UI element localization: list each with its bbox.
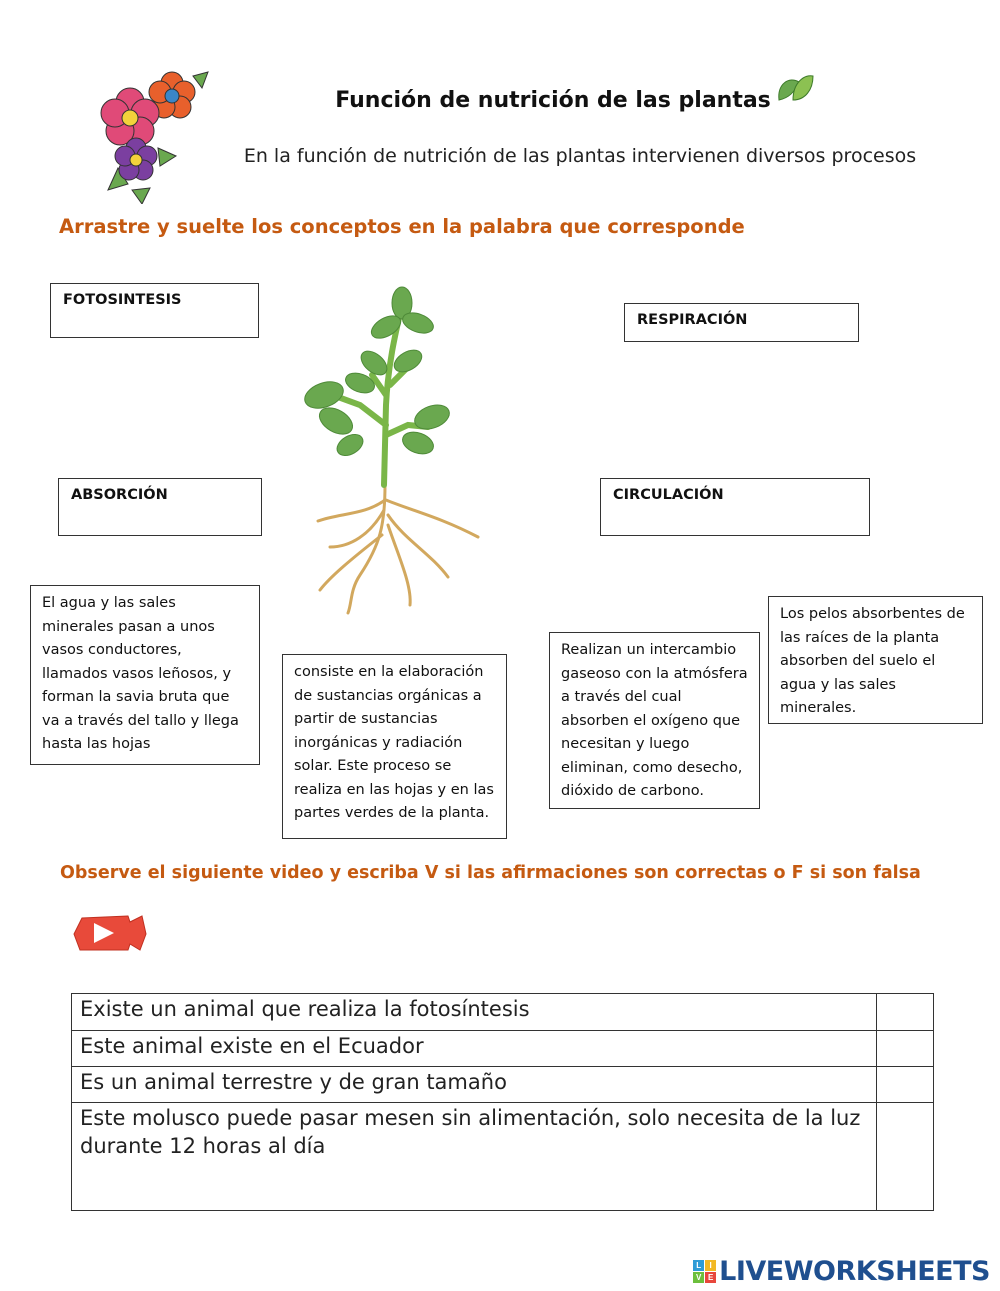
plant-image [290, 285, 490, 615]
concept-absorption-text[interactable]: Los pelos absorbentes de las raíces de la planta absorben del suelo el agua y las sales minerales. [768, 596, 983, 724]
answer-input[interactable] [877, 1031, 934, 1067]
table-row [72, 994, 934, 1031]
statement-cell: Existe un animal que realiza la fotosíntesis [72, 994, 877, 1031]
true-false-table [71, 993, 934, 1211]
leaf-icon [775, 70, 815, 110]
concept-circulation-text[interactable]: El agua y las sales minerales pasan a unos vasos conductores, llamados vasos leñosos, y forman la savia bruta que va a través del tallo y llega hasta las hojas [30, 585, 260, 765]
concept-respiration-text[interactable]: Realizan un intercambio gaseoso con la atmósfera a través del cual absorben el oxígeno que necesitan y luego eliminan, como desecho, dióxido de carbono. [549, 632, 760, 809]
logo-text: LIVEWORKSHEETS [719, 1255, 990, 1287]
answer-input[interactable] [877, 1103, 934, 1211]
flower-bouquet-image [98, 58, 210, 204]
table-row [72, 1031, 934, 1067]
drag-drop-instruction: Arrastre y suelte los conceptos en la palabra que corresponde [59, 215, 745, 238]
logo-mark: L I V E [693, 1260, 716, 1283]
page-subtitle: En la función de nutrición de las plantas intervienen diversos procesos [243, 145, 917, 167]
label-absorcion[interactable]: ABSORCIÓN [58, 478, 262, 536]
label-circulacion[interactable]: CIRCULACIÓN [600, 478, 870, 536]
video-instruction: Observe el siguiente video y escriba V si las afirmaciones son correctas o F si son falsa [60, 863, 921, 883]
concept-photosynthesis-text[interactable]: consiste en la elaboración de sustancias orgánicas a partir de sustancias inorgánicas y radiación solar. Este proceso se realiza en las hojas y en las partes verdes de la planta. [282, 654, 507, 839]
page-title: Función de nutrición de las plantas [335, 88, 771, 113]
video-play-icon[interactable] [72, 912, 148, 954]
table-row [72, 1103, 934, 1211]
statement-cell: Este molusco puede pasar mesen sin alimentación, solo necesita de la luz durante 12 horas al día [72, 1103, 877, 1211]
label-respiracion[interactable]: RESPIRACIÓN [624, 303, 859, 342]
answer-input[interactable] [877, 1067, 934, 1103]
statement-cell: Es un animal terrestre y de gran tamaño [72, 1067, 877, 1103]
label-fotosintesis[interactable]: FOTOSINTESIS [50, 283, 259, 338]
statement-cell: Este animal existe en el Ecuador [72, 1031, 877, 1067]
table-row [72, 1067, 934, 1103]
answer-input[interactable] [877, 994, 934, 1031]
liveworksheets-logo [693, 1255, 990, 1287]
